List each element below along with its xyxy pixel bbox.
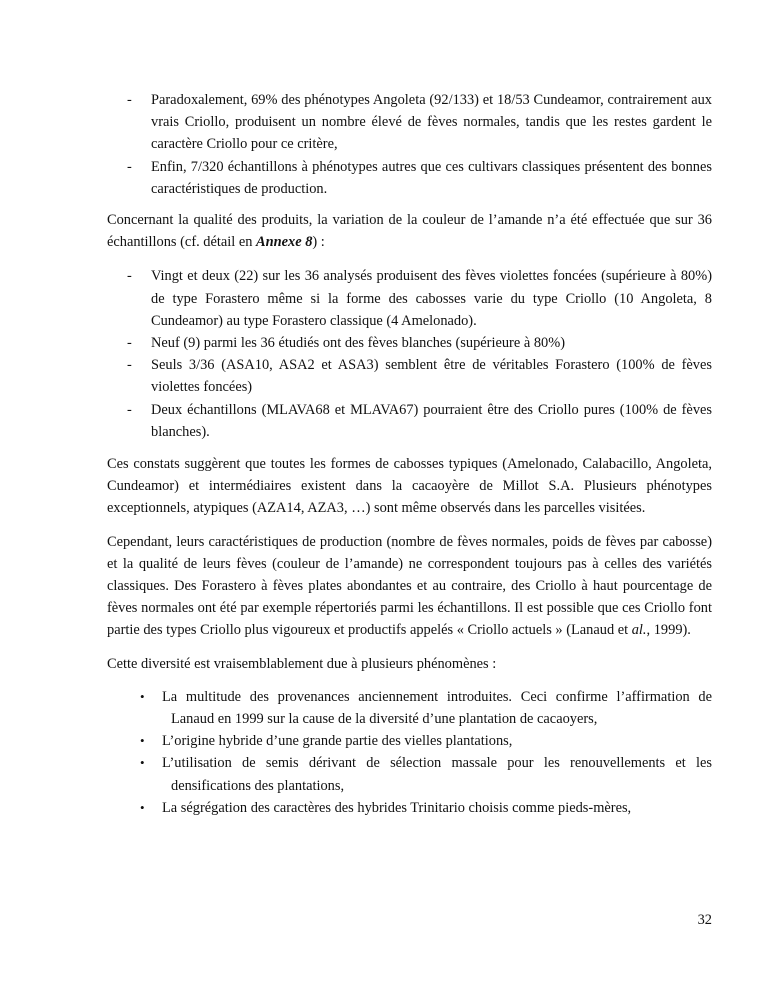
dash-marker: -: [127, 401, 132, 418]
list-item: [107, 89, 712, 156]
list-item-text: Seuls 3/36 (ASA10, ASA2 et ASA3) semblent être de véritables Forastero (100% de fèves violettes foncées): [151, 357, 712, 396]
bean-colour-list: [107, 265, 712, 443]
annex-reference: Annexe 8: [256, 234, 313, 251]
paragraph-quality-intro: [107, 209, 712, 253]
list-item: [107, 752, 712, 796]
bullet-marker: •: [140, 733, 145, 749]
list-item: [107, 730, 712, 752]
list-item: [107, 156, 712, 200]
bullet-marker: •: [140, 688, 145, 704]
dash-marker: -: [127, 335, 132, 352]
list-item-text: La ségrégation des caractères des hybrides Trinitario choisis comme pieds-mères,: [162, 799, 632, 816]
paragraph-characteristics: [107, 531, 712, 642]
document-page: [107, 89, 712, 819]
list-item: [107, 265, 712, 332]
list-item-text: Enfin, 7/320 échantillons à phénotypes autres que ces cultivars classiques présentent des bonnes caractéristiques de production.: [151, 158, 712, 197]
paragraph-text: Concernant la qualité des produits, la variation de la couleur de l’amande n’a été effectuée que sur 36 échantillons (cf. détail en: [107, 212, 712, 251]
paragraph-diversity-intro: Cette diversité est vraisemblablement due à plusieurs phénomènes :: [107, 655, 497, 672]
list-item-text: L’utilisation de semis dérivant de sélection massale pour les renouvellements et les densifications des plantations,: [162, 755, 712, 794]
bullet-marker: •: [140, 799, 145, 815]
list-item: [107, 399, 712, 443]
paragraph-text: , 1999).: [646, 622, 691, 639]
dash-marker: -: [127, 158, 132, 175]
list-item-text: Neuf (9) parmi les 36 étudiés ont des fèves blanches (supérieure à 80%): [151, 335, 565, 352]
list-item: [107, 797, 712, 819]
list-item-text: Vingt et deux (22) sur les 36 analysés produisent des fèves violettes foncées (supérieure à 80%) de type Forastero même si la forme des cabosses varie du type Criollo (10 Angoleta, 8 Cundeamor) au type Forastero classique (4 Amelonado).: [151, 268, 712, 329]
list-item-text: Paradoxalement, 69% des phénotypes Angoleta (92/133) et 18/53 Cundeamor, contrairement aux vrais Criollo, produisent un nombre élevé de fèves normales, tandis que les restes gardent le caractère Criollo pour ce critère,: [151, 92, 712, 153]
dash-marker: -: [127, 357, 132, 374]
list-item: [107, 686, 712, 730]
list-item: [107, 332, 712, 354]
paragraph-observations: Ces constats suggèrent que toutes les formes de cabosses typiques (Amelonado, Calabacillo, Angoleta, Cundeamor) et intermédiaires existent dans la cacaoyère de Millot S.A. Plusieurs phénotypes exceptionnels, atypiques (AZA14, AZA3, …) sont même observés dans les parcelles visitées.: [107, 456, 712, 517]
production-criteria-list: [107, 89, 712, 200]
page-number: 32: [697, 912, 712, 928]
paragraph-text: ) :: [312, 234, 325, 251]
list-item-text: Deux échantillons (MLAVA68 et MLAVA67) pourraient être des Criollo pures (100% de fèves blanches).: [151, 401, 712, 440]
bullet-marker: •: [140, 755, 145, 771]
diversity-causes-list: [107, 686, 712, 819]
list-item-text: L’origine hybride d’une grande partie des vielles plantations,: [162, 733, 513, 750]
paragraph-text: Cependant, leurs caractéristiques de production (nombre de fèves normales, poids de fèves par cabosse) et la qualité de leurs fèves (couleur de l’amande) ne correspondent toujours pas à celles des variétés classiques. Des Forastero à fèves plates abondantes et au contraire, des Criollo à haut pourcentage de fèves normales ont été par exemple répertoriés parmi les échantillons. Il est possible que ces Criollo font partie des types Criollo plus vigoureux et productifs appelés « Criollo actuels » (Lanaud et: [107, 533, 712, 639]
list-item-text: La multitude des provenances anciennement introduites. Ceci confirme l’affirmation de Lanaud en 1999 sur la cause de la diversité d’une plantation de cacaoyers,: [162, 688, 712, 728]
citation-emphasis: al.: [631, 622, 647, 639]
dash-marker: -: [127, 92, 132, 108]
dash-marker: -: [127, 268, 132, 285]
list-item: [107, 354, 712, 398]
